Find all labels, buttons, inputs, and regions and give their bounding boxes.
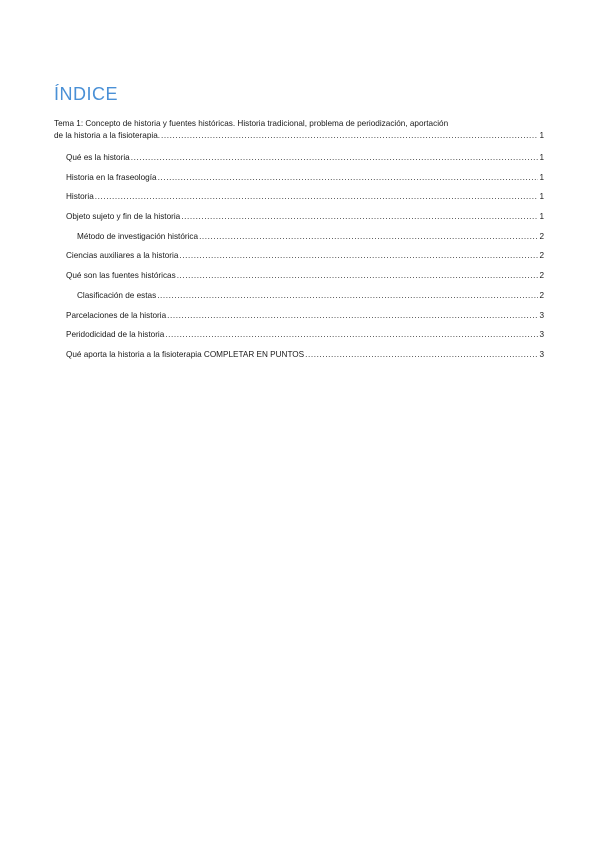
toc-page-number: 2 <box>539 251 544 261</box>
toc-page-number: 1 <box>539 131 544 140</box>
toc-entry-text: Parcelaciones de la historia <box>66 310 167 320</box>
toc-page-number: 2 <box>539 271 544 281</box>
toc-entry-text: Historia en la fraseología <box>66 172 157 182</box>
toc-page-number: 3 <box>539 330 544 340</box>
toc-heading: ÍNDICE <box>54 84 119 104</box>
dot-leader <box>305 350 538 360</box>
toc-entry-text: Historia <box>66 192 94 202</box>
dot-leader <box>177 271 539 281</box>
dot-leader <box>131 153 539 163</box>
dot-leader <box>199 232 538 242</box>
toc-entry-text: Qué aporta la historia a la fisioterapia COMPLETAR EN PUNTOS <box>66 349 305 359</box>
dot-leader <box>157 291 538 301</box>
toc-entry-historia[interactable] <box>54 192 544 212</box>
dot-leader <box>165 330 538 340</box>
toc-page-number: 1 <box>539 212 544 222</box>
toc-page-number: 3 <box>539 310 544 320</box>
dot-leader <box>158 173 539 183</box>
toc-entry-text: Método de investigación histórica <box>77 231 199 241</box>
dot-leader <box>95 192 539 202</box>
toc-page-number: 2 <box>539 231 544 241</box>
toc-entry-text-continued: de la historia a la fisioterapia. <box>54 131 161 140</box>
toc-page-number: 1 <box>539 192 544 202</box>
toc-entry-aporta-fisioterapia[interactable] <box>54 350 544 370</box>
toc-entry-parcelaciones[interactable] <box>54 311 544 331</box>
toc-entry-text: Objeto sujeto y fin de la historia <box>66 212 181 222</box>
toc-entry-historia-en-la-fraseologia[interactable] <box>54 173 544 193</box>
toc-page-number: 1 <box>539 153 544 162</box>
table-of-contents <box>54 118 544 370</box>
toc-entry-text: Ciencias auxiliares a la historia <box>66 251 179 261</box>
toc-page-number: 3 <box>539 349 544 359</box>
toc-entry-continuation <box>54 130 544 142</box>
toc-entry-clasificacion[interactable] <box>54 291 544 311</box>
toc-entry-tema-1[interactable] <box>54 118 544 153</box>
toc-page-number: 1 <box>539 172 544 182</box>
dot-leader <box>181 212 538 222</box>
toc-entry-fuentes-historicas[interactable] <box>54 271 544 291</box>
toc-page-number: 2 <box>539 290 544 300</box>
dot-leader <box>161 130 538 142</box>
toc-entry-text: Tema 1: Concepto de historia y fuentes históricas. Historia tradicional, problema de periodización, aportación <box>54 119 449 128</box>
toc-entry-periodicidad[interactable] <box>54 330 544 350</box>
toc-entry-metodo-investigacion[interactable] <box>54 232 544 252</box>
toc-entry-text: Peridodicidad de la historia <box>66 330 165 340</box>
toc-entry-text: Qué es la historia <box>66 153 130 162</box>
toc-entry-ciencias-auxiliares[interactable] <box>54 251 544 271</box>
toc-entry-text: Clasificación de estas <box>77 290 157 300</box>
toc-entry-objeto-sujeto-fin[interactable] <box>54 212 544 232</box>
toc-entry-text: Qué son las fuentes históricas <box>66 271 176 281</box>
toc-entry-que-es-la-historia[interactable] <box>54 153 544 173</box>
dot-leader <box>167 311 538 321</box>
dot-leader <box>179 251 538 261</box>
